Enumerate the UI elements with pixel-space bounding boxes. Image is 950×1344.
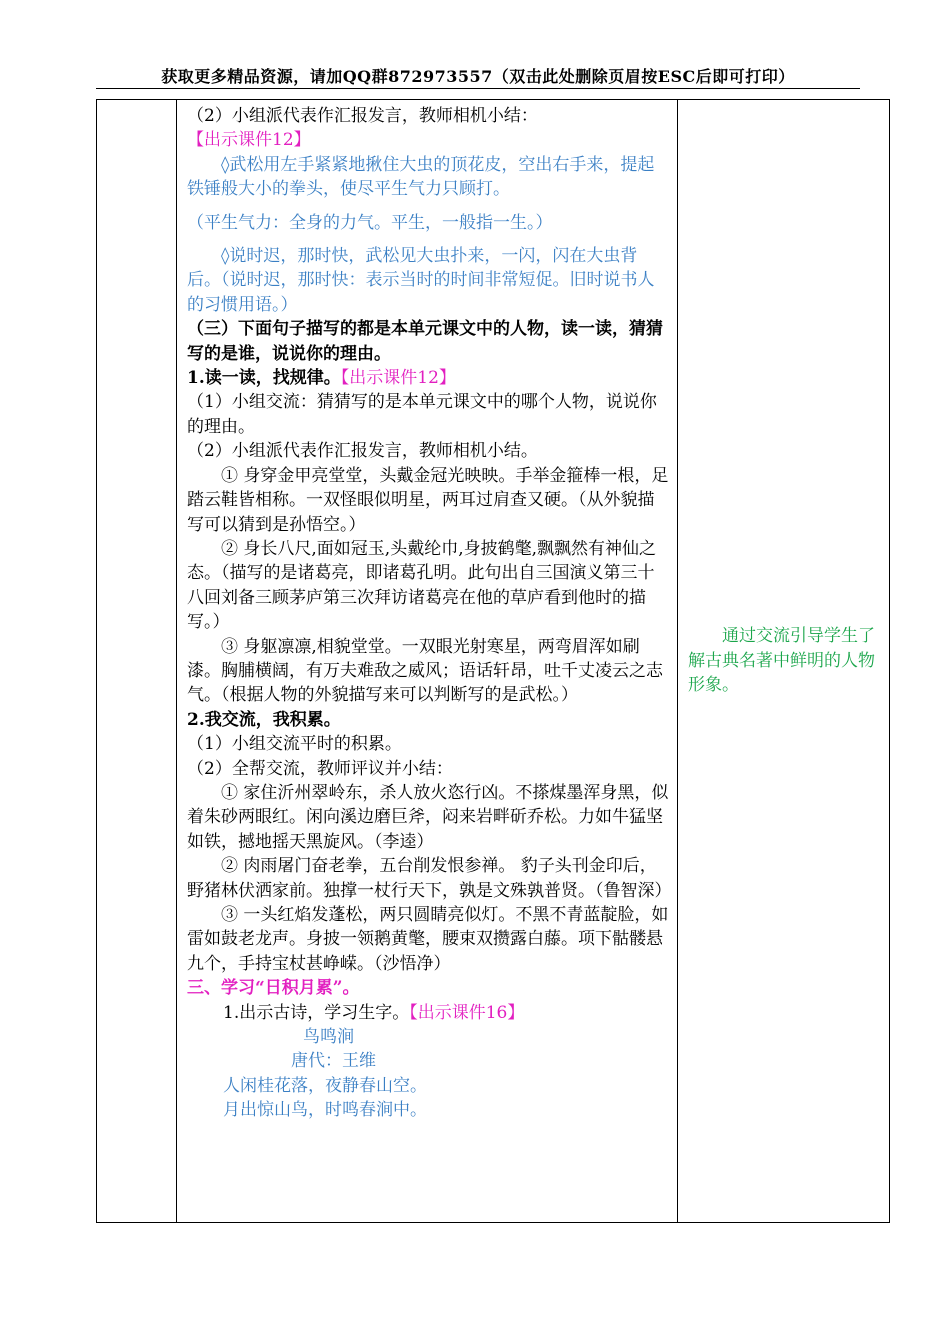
step-2-title: 2.我交流，我积累。 <box>187 709 341 730</box>
lesson-table <box>96 99 890 1223</box>
header-rule <box>96 88 860 89</box>
example-shawujing: ③ 一头红焰发蓬松，两只圆睛亮似灯。不黑不青蓝靛脸，如雷如鼓老龙声。身披一领鹅黄氅，腰束双攒露白藤。项下骷髅悬九个，手持宝杖甚峥嵘。（沙悟净） <box>187 905 669 974</box>
page-header: 获取更多精品资源，请加QQ群872973557（双击此处删除页眉按ESC后即可打印） <box>161 67 795 86</box>
example-sunwukong: ① 身穿金甲亮堂堂，头戴金冠光映映。手举金箍棒一根，足踏云鞋皆相称。一双怪眼似明星，两耳过肩查又硬。（从外貌描写可以猜到是孙悟空。） <box>187 465 669 535</box>
design-note-cell <box>678 100 890 1223</box>
design-note: 通过交流引导学生了解古典名著中鲜明的人物形象。 <box>688 626 875 696</box>
poem-title: 鸟鸣涧 <box>303 1027 354 1048</box>
example-luzhishen: ② 肉雨屠门奋老拳，五台削发恨参禅。 豹子头刊金印后， 野猪林伏洒家前。独撑一杖行天下，孰是文殊孰普贤。（鲁智深） <box>187 856 672 901</box>
note-pingsheng: （平生气力：全身的力气。平生，一般指一生。） <box>187 212 553 233</box>
teaching-process-cell <box>177 100 678 1223</box>
example-zhugeliang: ② 身长八尺,面如冠玉,头戴纶巾,身披鹤氅,飘飘然有神仙之态。（描写的是诸葛亮，即诸葛孔明。此句出自三国演义第三十八回刘备三顾茅庐第三次拜访诸葛亮在他的草庐看到他时的描写。） <box>187 538 657 633</box>
left-column <box>97 100 177 1223</box>
table-row <box>97 100 890 1223</box>
poem-step-line <box>187 1001 671 1025</box>
example-wusong: ③ 身躯凛凛,相貌堂堂。一双眼光射寒星，两弯眉浑如刷漆。胸脯横阔，有万夫难敌之威风；语话轩昂，吐千丈凌云之志气。（根据人物的外貌描写来可以判断写的是武松。） <box>187 636 663 706</box>
courseware-tag: 【出示课件12】 <box>340 368 456 389</box>
courseware-tag: 【出示课件12】 <box>187 130 311 151</box>
courseware-tag: 【出示课件16】 <box>409 1002 525 1023</box>
section-three-heading: （三）下面句子描写的都是本单元课文中的人物，读一读，猜猜写的是谁，说说你的理由。 <box>187 319 663 364</box>
class-summary: （2）全帮交流，教师评议并小结： <box>187 758 453 779</box>
poem-step: 1.出示古诗，学习生字。 <box>223 1002 410 1023</box>
poem-line-1: 人闲桂花落，夜静春山空。 <box>223 1075 427 1096</box>
poem-line-2: 月出惊山鸟，时鸣春涧中。 <box>223 1100 427 1121</box>
poem-author: 唐代：王维 <box>291 1051 376 1072</box>
example-likui: ① 家住沂州翠岭东，杀人放火恣行凶。不搽煤墨浑身黑，似着朱砂两眼红。闲向溪边磨巨斧，闷来岩畔斫乔松。力如牛猛坚如铁，撼地摇天黑旋风。（李逵） <box>187 782 669 852</box>
step-1-line <box>187 366 671 390</box>
group-discussion: （1）小组交流：猜猜写的是本单元课文中的哪个人物，说说你的理由。 <box>187 392 657 437</box>
group-accumulation: （1）小组交流平时的积累。 <box>187 734 402 755</box>
group-report: （2）小组派代表作汇报发言，教师相机小结。 <box>187 441 538 462</box>
wusong-sentence-1: ◊武松用左手紧紧地揪住大虫的顶花皮，空出右手来，提起铁锤般大小的拳头，使尽平生气力只顾打。 <box>187 154 655 200</box>
summary-line: （2）小组派代表作汇报发言，教师相机小结： <box>187 106 538 126</box>
step-1-title: 1.读一读，找规律。 <box>187 368 341 389</box>
section-heading-rijiyuelei: 三、学习“日积月累”。 <box>187 978 360 999</box>
wusong-sentence-2: ◊说时迟，那时快，武松见大虫扑来，一闪，闪在大虫背后。（说时迟，那时快：表示当时的时间非常短促。旧时说书人的习惯用语。） <box>187 246 655 315</box>
